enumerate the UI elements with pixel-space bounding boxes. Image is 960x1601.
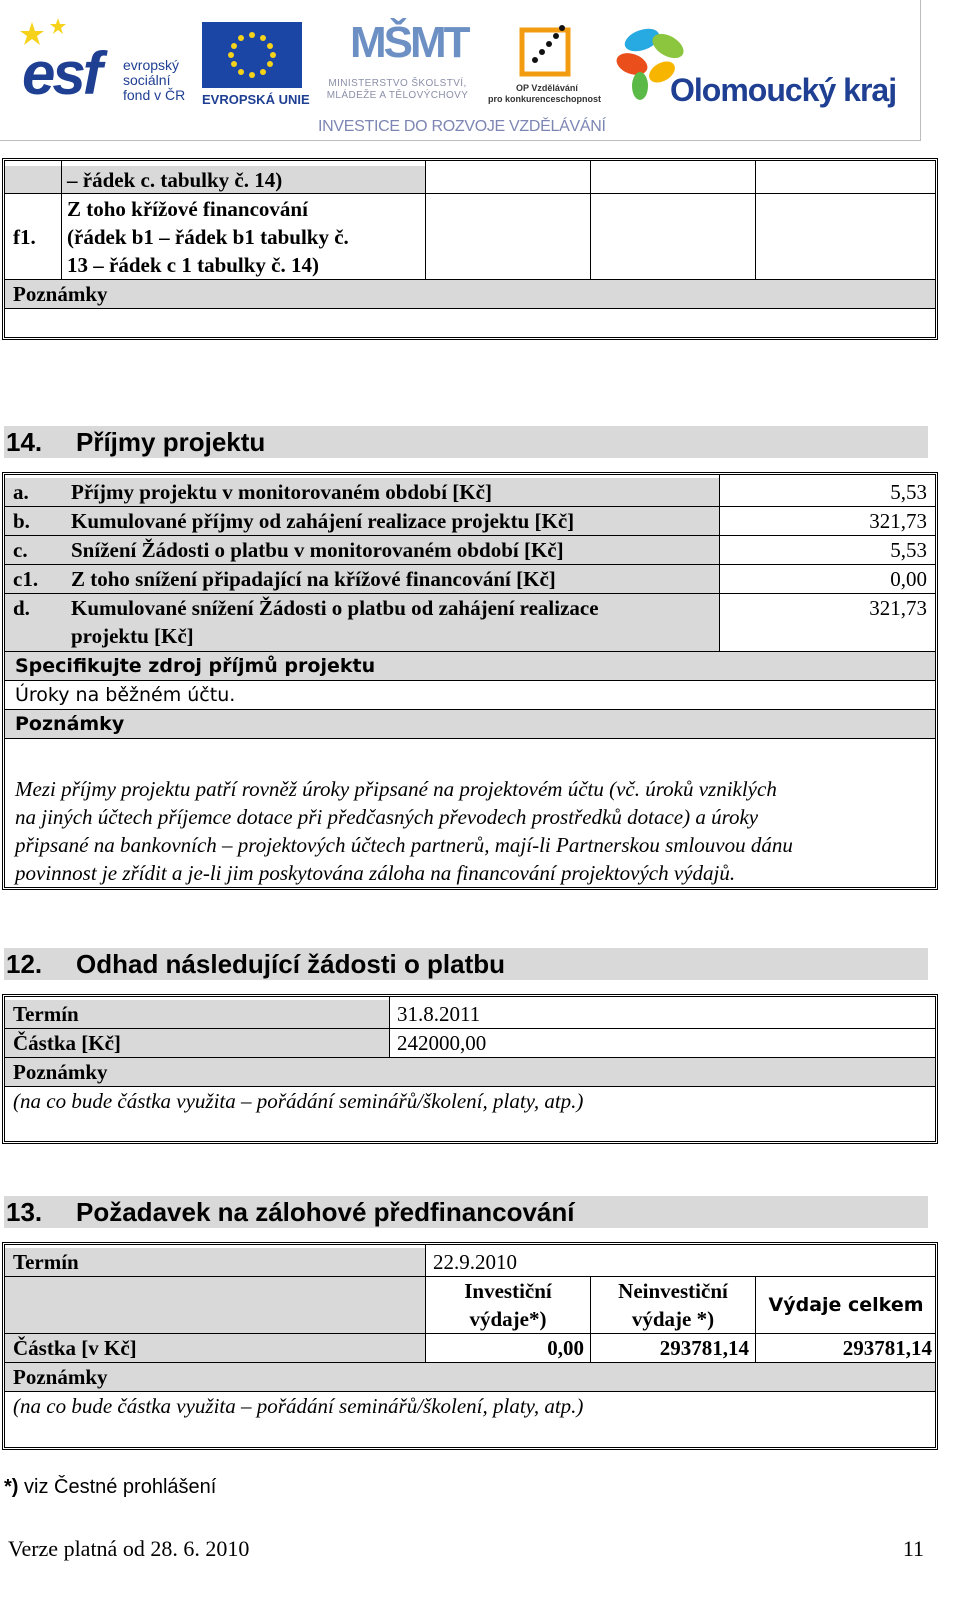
section-13-heading [4,1196,928,1228]
row-d-value: 321,73 [869,596,927,620]
note-line-1: Mezi příjmy projektu patří rovněž úroky připsané na projektovém účtu (vč. úroků vzniklých [15,777,777,801]
op-label-1: OP Vzdělávání [516,83,578,93]
f1-text-1: Z toho křížové financování [67,197,308,221]
s13-notes-text: (na co bude částka využita – pořádání seminářů/školení, platy, atp.) [13,1394,584,1418]
esf-word: esf [22,40,100,107]
source-label: Specifikujte zdroj příjmů projektu [5,652,935,680]
s12-notes-label: Poznámky [5,1058,935,1086]
s13-amount-label: Částka [v Kč] [5,1334,425,1362]
esf-sub-2: sociální [123,72,171,88]
s13-amount-total: 293781,14 [842,1336,932,1360]
section-13-table [2,1242,938,1450]
col-invest-1: Investiční [464,1279,552,1303]
row-d-text-2: projektu [Kč] [71,624,194,648]
row-c-text: Snížení Žádosti o platbu v monitorovaném období [Kč] [71,538,564,562]
invest-tagline: INVESTICE DO ROZVOJE VZDĚLÁVÁNÍ [318,118,606,135]
section-14-table [2,472,938,890]
footer-version: Verze platná od 28. 6. 2010 [8,1536,250,1561]
esf-sub-1: evropský [123,57,180,73]
row-c1-value: 0,00 [890,567,927,591]
note-line-2: na jiných účtech příjemce dotace při předčasných převodech prostředků dotace) a úroky [15,805,759,829]
op-label-2: pro konkurenceschopnost [488,94,602,104]
section-12-number: 12. [6,949,43,979]
footer-page-number: 11 [902,1536,924,1561]
msmt-label-2: MLÁDEŽE A TĚLOVÝCHOVY [326,90,469,101]
s12-amount-value: 242000,00 [397,1031,487,1055]
section-12-table [2,994,938,1144]
eu-flag-icon [202,22,302,88]
col-noninvest-1: Neinvestiční [618,1279,728,1303]
top-table [2,158,938,340]
f1-text-2: (řádek b1 – řádek b1 tabulky č. [67,225,349,249]
olomoucky-kraj-logo [612,18,912,113]
esf-sub-3: fond v ČR [123,87,186,103]
msmt-mark: MŠMT [350,18,468,67]
source-value: Úroky na běžném účtu. [15,684,236,706]
s12-notes-text: (na co bude částka využita – pořádání seminářů/školení, platy, atp.) [13,1089,584,1113]
note-line-4: povinnost je zřídit a je-li jim poskytována záloha na financování projektových výdajů. [15,861,736,885]
eu-logo [202,22,310,107]
row-a-label: a. [13,480,29,504]
note-line-3: připsané na bankovních – projektových účtech partnerů, mají-li Partnerskou smlouvou dánu [15,833,793,857]
s12-term-value: 31.8.2011 [397,1002,481,1026]
col-total: Výdaje celkem [768,1294,924,1316]
col-noninvest-2: výdaje *) [631,1307,715,1331]
row-c-value: 5,53 [890,538,927,562]
olomoucky-label: Olomoucký kraj [670,72,897,108]
msmt-label-1: MINISTERSTVO ŠKOLSTVÍ, [328,78,467,89]
eu-label: EVROPSKÁ UNIE [202,92,310,107]
row-b-text: Kumulované příjmy od zahájení realizace projektu [Kč] [71,509,575,533]
row-a-text: Příjmy projektu v monitorovaném období [Kč] [71,480,492,504]
s12-amount-label: Částka [Kč] [5,1029,389,1057]
row-c1-label: c1. [13,567,39,591]
row-d-label: d. [13,596,30,620]
top-table-notes: Poznámky [5,280,935,308]
esf-logo [20,18,195,108]
section-13-title: Požadavek na zálohové předfinancování [76,1197,575,1227]
col-invest-2: výdaje*) [469,1307,547,1331]
s13-amount-noninvest: 293781,14 [659,1336,749,1360]
top-table-line1: – řádek c. tabulky č. 14) [67,168,283,192]
row-b-label: b. [13,509,30,533]
section-14-number: 14. [6,427,43,457]
msmt-logo [310,16,485,106]
row-a-value: 5,53 [890,480,927,504]
s13-term-value: 22.9.2010 [433,1250,517,1274]
s13-amount-invest: 0,00 [547,1336,584,1360]
op-emblem-icon [516,22,576,80]
logo-header [0,0,921,141]
footnote [4,1476,216,1499]
s13-notes-label: Poznámky [5,1363,935,1391]
f1-text-3: 13 – řádek c 1 tabulky č. 14) [67,253,319,277]
s13-term-label: Termín [5,1248,425,1276]
footnote-mark: *) [4,1476,19,1498]
row-c-label: c. [13,538,28,562]
row-b-value: 321,73 [869,509,927,533]
section-12-heading [4,948,928,980]
row-d-text-1: Kumulované snížení Žádosti o platbu od zahájení realizace [71,596,599,620]
op-logo [488,22,608,107]
section-13-number: 13. [6,1197,43,1227]
row-c1-text: Z toho snížení připadající na křížové financování [Kč] [71,567,556,591]
footnote-text: viz Čestné prohlášení [18,1476,217,1498]
section-14-notes-label: Poznámky [5,710,935,738]
s12-term-label: Termín [5,1000,389,1028]
f1-label: f1. [13,225,36,249]
section-14-title: Příjmy projektu [76,427,266,457]
section-12-title: Odhad následující žádosti o platbu [76,949,506,979]
section-14-heading [4,426,928,458]
